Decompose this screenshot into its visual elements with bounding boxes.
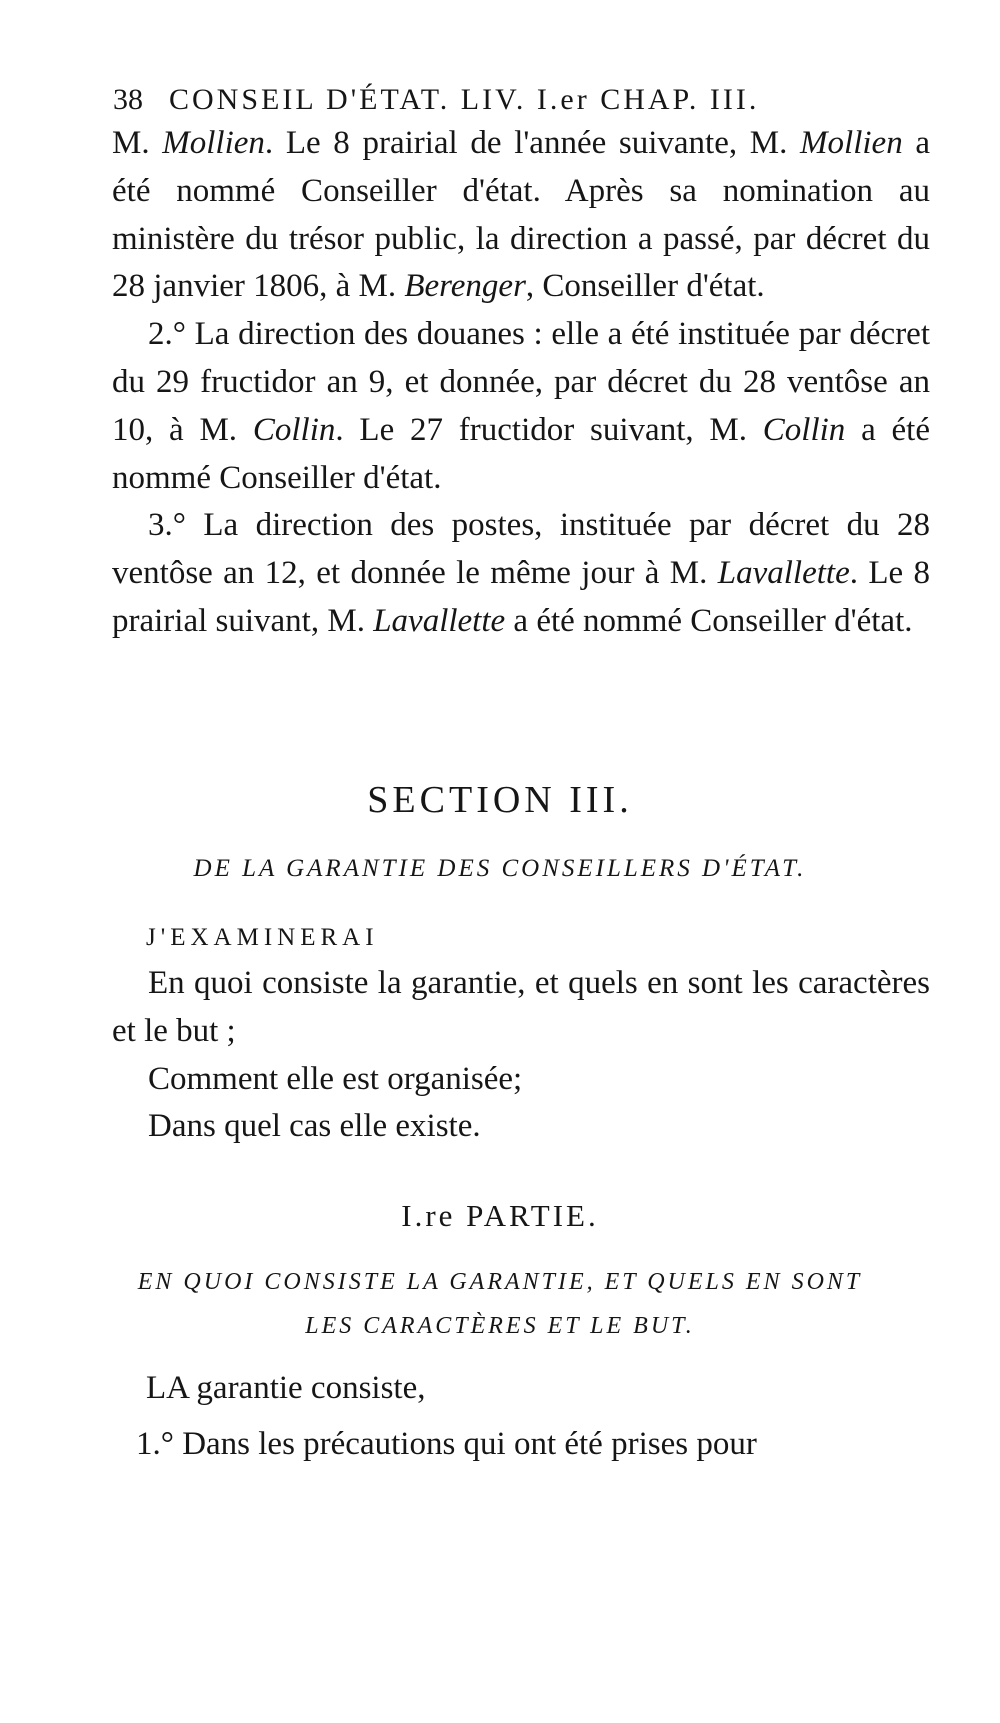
running-header: [113, 82, 853, 118]
examination-heading: J'EXAMINERAI: [146, 924, 379, 951]
person-name: Lavallette: [373, 602, 506, 639]
person-name: Collin: [252, 411, 336, 448]
person-name: Mollien: [162, 125, 265, 161]
text-run: a été nommé Conseiller d'état.: [505, 602, 913, 639]
part-subtitle: [0, 1260, 1000, 1348]
examination-list: [112, 960, 930, 1151]
part-subtitle-line: EN QUOI CONSISTE LA GARANTIE, ET QUELS EN SONT: [137, 1269, 863, 1295]
text-run: . Le 8 prairial de l'année suivante, M.: [264, 125, 801, 161]
examination-item: Comment elle est organisée;: [148, 1060, 523, 1097]
part-subtitle-line: LES CARACTÈRES ET LE BUT.: [305, 1313, 695, 1339]
paragraph-mollien: [112, 120, 930, 311]
person-name: Collin: [762, 411, 846, 448]
section-title: SECTION III.: [367, 779, 633, 821]
running-title: CONSEIL D'ÉTAT. LIV. I.er CHAP. III.: [169, 83, 760, 116]
paragraph-douanes: [112, 311, 930, 502]
text-run: 3.° La direction des postes, instituée par décret du 28 ventôse an 12, et donnée le même jour à M.: [112, 507, 930, 592]
examination-item: Dans quel cas elle existe.: [148, 1108, 481, 1145]
text-run: 2.° La direction des douanes : elle a été instituée par décret du 29 fructidor an 9, et donnée, par décret du 28 ventôse an 10, à M.: [112, 316, 930, 448]
text-run: . Le 27 fructidor suivant, M.: [335, 411, 763, 448]
page-number: 38: [113, 83, 143, 116]
text-run: a été nommé Conseiller d'état.: [112, 411, 930, 496]
text-run: M.: [112, 125, 163, 161]
person-name: Berenger: [404, 268, 526, 305]
paragraph-postes: [112, 502, 930, 645]
text-run: . Le 8 prairial suivant, M.: [112, 555, 930, 639]
part-title: I.re PARTIE.: [401, 1198, 599, 1233]
text-run: , Conseiller d'état.: [525, 268, 765, 305]
examination-item: En quoi consiste la garantie, et quels en sont les caractères et le but ;: [112, 965, 930, 1049]
person-name: Mollien: [800, 125, 903, 161]
garantie-intro: LA garantie consiste,: [146, 1370, 426, 1406]
first-point: 1.° Dans les précautions qui ont été prises pour: [136, 1426, 757, 1462]
section-subtitle: DE LA GARANTIE DES CONSEILLERS D'ÉTAT.: [193, 855, 807, 882]
text-run: a été nommé Conseiller d'état. Après sa nomination au ministère du trésor public, la direction a passé, par décret du 28 janvier 1806, à M.: [112, 125, 931, 305]
person-name: Lavallette: [717, 555, 850, 592]
text-block-directions: [112, 120, 930, 646]
